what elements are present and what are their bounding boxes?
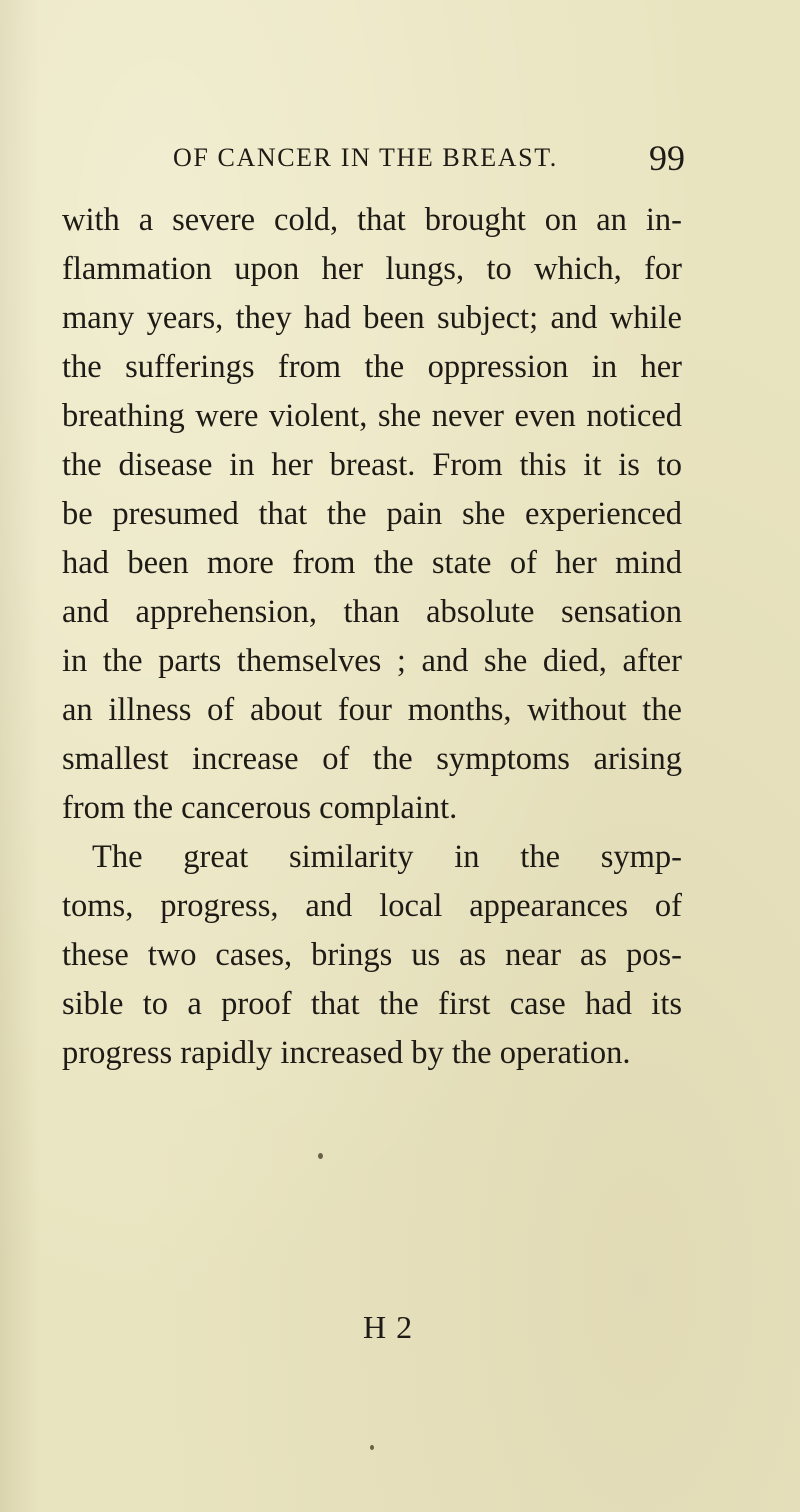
text-line: breathing were violent, she never even noticed xyxy=(62,398,682,434)
text-line: with a severe cold, that brought on an in- xyxy=(62,202,682,238)
running-head xyxy=(173,138,685,181)
text-line: had been more from the state of her mind xyxy=(62,545,682,581)
text-line: an illness of about four months, without the xyxy=(62,692,682,728)
text-line: many years, they had been subject; and while xyxy=(62,300,682,336)
text-line: the sufferings from the oppression in her xyxy=(62,349,682,385)
text-line: the disease in her breast. From this it is to xyxy=(62,447,682,483)
paragraph-start-line: The great similarity in the symp- xyxy=(92,839,682,875)
text-line: sible to a proof that the first case had its xyxy=(62,986,682,1022)
text-line: and apprehension, than absolute sensation xyxy=(62,594,682,630)
text-line: be presumed that the pain she experienced xyxy=(62,496,682,532)
body-text xyxy=(62,196,682,1078)
page-number: 99 xyxy=(649,138,685,178)
text-line: in the parts themselves ; and she died, after xyxy=(62,643,682,679)
text-line: toms, progress, and local appearances of xyxy=(62,888,682,924)
signature-mark: H 2 xyxy=(363,1309,414,1345)
paper-speck xyxy=(318,1153,323,1159)
running-head-title: OF CANCER IN THE BREAST. xyxy=(173,143,558,172)
text-line: flammation upon her lungs, to which, for xyxy=(62,251,682,287)
text-line: these two cases, brings us as near as pos- xyxy=(62,937,682,973)
text-line: progress rapidly increased by the operation. xyxy=(62,1035,631,1071)
text-line: from the cancerous complaint. xyxy=(62,790,458,826)
paper-speck xyxy=(370,1445,374,1450)
text-line: smallest increase of the symptoms arising xyxy=(62,741,682,777)
